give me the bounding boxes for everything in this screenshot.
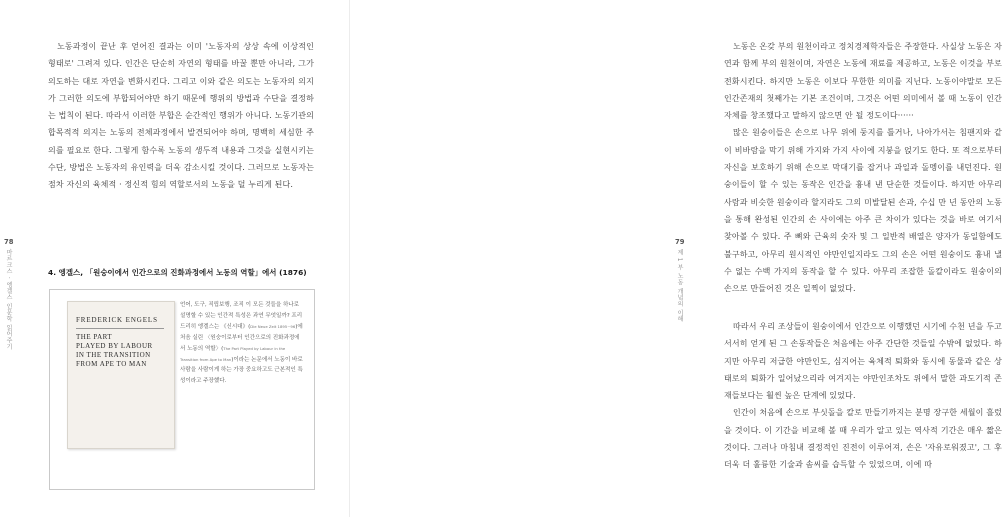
left-paragraph-1: 노동과정이 끝난 후 얻어진 결과는 이미 '노동자의 상상 속에 이상적인 형태로' 그려져 있다. 인간은 단순히 자연의 형태를 바꿀 뿐만 아니라, 그가 의도하는 대로 자연을 변화시킨다. 그리고 이와 같은 의도는 노동자의 의지가 그러한 의도에 부합되어야만 하기 때문에 행위의 방법과 수단을 결정하는 법칙이 된다. 따라서 이러한 부합은 순간적인 행위가 아니다. 노동기관의 합목적적 의지는 노동의 전체과정에서 발견되어야 하며, 명백히 세심한 주의를 필요로 한다. 그렇게 함수록 노동의 생두적 내용과 그것을 실현시키는 수단, 방법은 노동자의 유인력을 더욱 감소시킬 것이다. 그러므로 노동자는 점차 자신의 육체적 · 정신적 힘의 역할로서의 노동을 덜 누리게 된다. xyxy=(48,42,314,190)
right-paragraph-3: 따라서 우리 조상들이 원숭이에서 인간으로 이행했던 시기에 수천 년을 두고 서서히 얻게 된 그 손동작들은 처음에는 아주 간단한 것들일 수밖에 없었다. 하지만 아무리 저급한 야만인도, 심지어는 육체적 퇴화와 동시에 동물과 같은 상태로의 퇴화가 일어났으리라 여겨지는 야만인조차도 위에서 말한 과도기적 존재들보다는 훨씬 높은 단계에 있었다. xyxy=(724,322,1002,401)
right-running-head: 제 1 부 노동 개념의 이해 xyxy=(676,249,683,323)
book-cover-image xyxy=(67,301,175,449)
right-paragraph-1: 노동은 온갖 부의 원천이라고 정치경제학자들은 주장한다. 사실상 노동은 자연과 함께 부의 원천이며, 자연은 노동에 재료를 제공하고, 노동은 이것을 부로 전화시킨다. 하지만 노동은 이보다 무한한 의미를 지닌다. 노동이야말로 모든 인간존재의 첫째가는 기본 조건이며, 그것은 어떤 의미에서 볼 때 노동이 인간 자체를 창조했다고 말하지 않으면 안 될 정도이다······ xyxy=(724,42,1002,121)
book-cover-title-line: PLAYED BY LABOUR xyxy=(76,342,153,350)
caption-text: )에 처음 실린 〈원숭이로부터 인간으로의 진화과정에서 노동의 역할〉( xyxy=(180,323,303,352)
caption-small-text: Die Neue Zeit 1895~96 xyxy=(250,323,296,329)
left-page-number: 78 xyxy=(4,238,14,246)
figure-caption xyxy=(180,300,304,387)
left-folio xyxy=(4,238,16,354)
right-text-block-2 xyxy=(724,318,1002,474)
book-cover-rule xyxy=(76,328,164,329)
book-cover-title-line: IN THE TRANSITION xyxy=(76,351,151,359)
book-cover-title-line: FROM APE TO MAN xyxy=(76,360,147,368)
caption-text: )이라는 논문에서 노동이 바로 사람을 사람이게 하는 가장 중요하고도 근본적인 특성이라고 주장했다. xyxy=(180,356,303,385)
caption-small-text: The Part Played by Labour in the Transition from Ape to Man xyxy=(180,345,286,362)
book-cover-title xyxy=(76,333,170,369)
right-paragraph-4: 인간이 처음에 손으로 부싯돌을 칼로 만들기까지는 분명 장구한 세월이 흘렀을 것이다. 이 기간을 비교해 볼 때 우리가 알고 있는 역사적 기간은 매우 짧은 것이다. 그러나 마침내 결정적인 진전이 이루어져, 손은 '자유로워졌고', 그 후 더욱 더 훌륭한 기술과 솜씨를 습득할 수 있었으며, 이에 따 xyxy=(724,408,1002,470)
left-running-head: 마르크스 · 엥겔스 인문학 읽어주기 xyxy=(5,249,12,351)
right-paragraph-2: 많은 원숭이들은 손으로 나무 위에 둥지를 틀거나, 나아가서는 침팬지와 같이 비바람을 막기 위해 가지와 가지 사이에 지붕을 얹기도 한다. 또 적으로부터 자신을 보호하기 위해 손으로 막대기를 잡거나 과일과 돌멩이를 내던진다. 원숭이들이 할 수 있는 동작은 인간을 흉내 낸 단순한 것들이다. 하지만 아무리 사람과 비슷한 원숭이라 할지라도 그의 미발달된 손과, 수십 만 년 동안의 노동을 통해 완성된 인간의 손 사이에는 아주 큰 차이가 있다는 것을 바로 여기서 찾아볼 수 있다. 주 뼈와 근육의 숫자 및 그 일반적 배열은 양자가 동일함에도 불구하고, 아무리 원시적인 야만인일지라도 그의 손은 어떤 원숭이도 흉내 낼 수 없는 수백 가지의 동작을 할 수 있다. 아무리 조잡한 돌칼이라도 원숭이의 손으로 만들어진 것은 일찍이 없었다. xyxy=(724,128,1002,294)
figure-box xyxy=(49,289,315,490)
book-cover-title-line: THE PART xyxy=(76,333,113,341)
left-page xyxy=(0,0,350,517)
right-page-number: 79 xyxy=(675,238,685,246)
right-text-block-1 xyxy=(724,38,1002,297)
section-heading: 4. 엥겔스, 「원숭이에서 인간으로의 진화과정에서 노동의 역할」에서 (1876) xyxy=(48,268,307,277)
right-folio xyxy=(675,238,687,326)
book-cover-author: FREDERICK ENGELS xyxy=(76,316,158,324)
caption-text: 언어, 도구, 직립보행, 조직 이 모든 것들을 하나로 설명할 수 있는 인간적 특성은 과연 무엇일까? 프리드리히 엥겔스는 《신시대》( xyxy=(180,302,303,330)
right-page xyxy=(350,0,1002,517)
